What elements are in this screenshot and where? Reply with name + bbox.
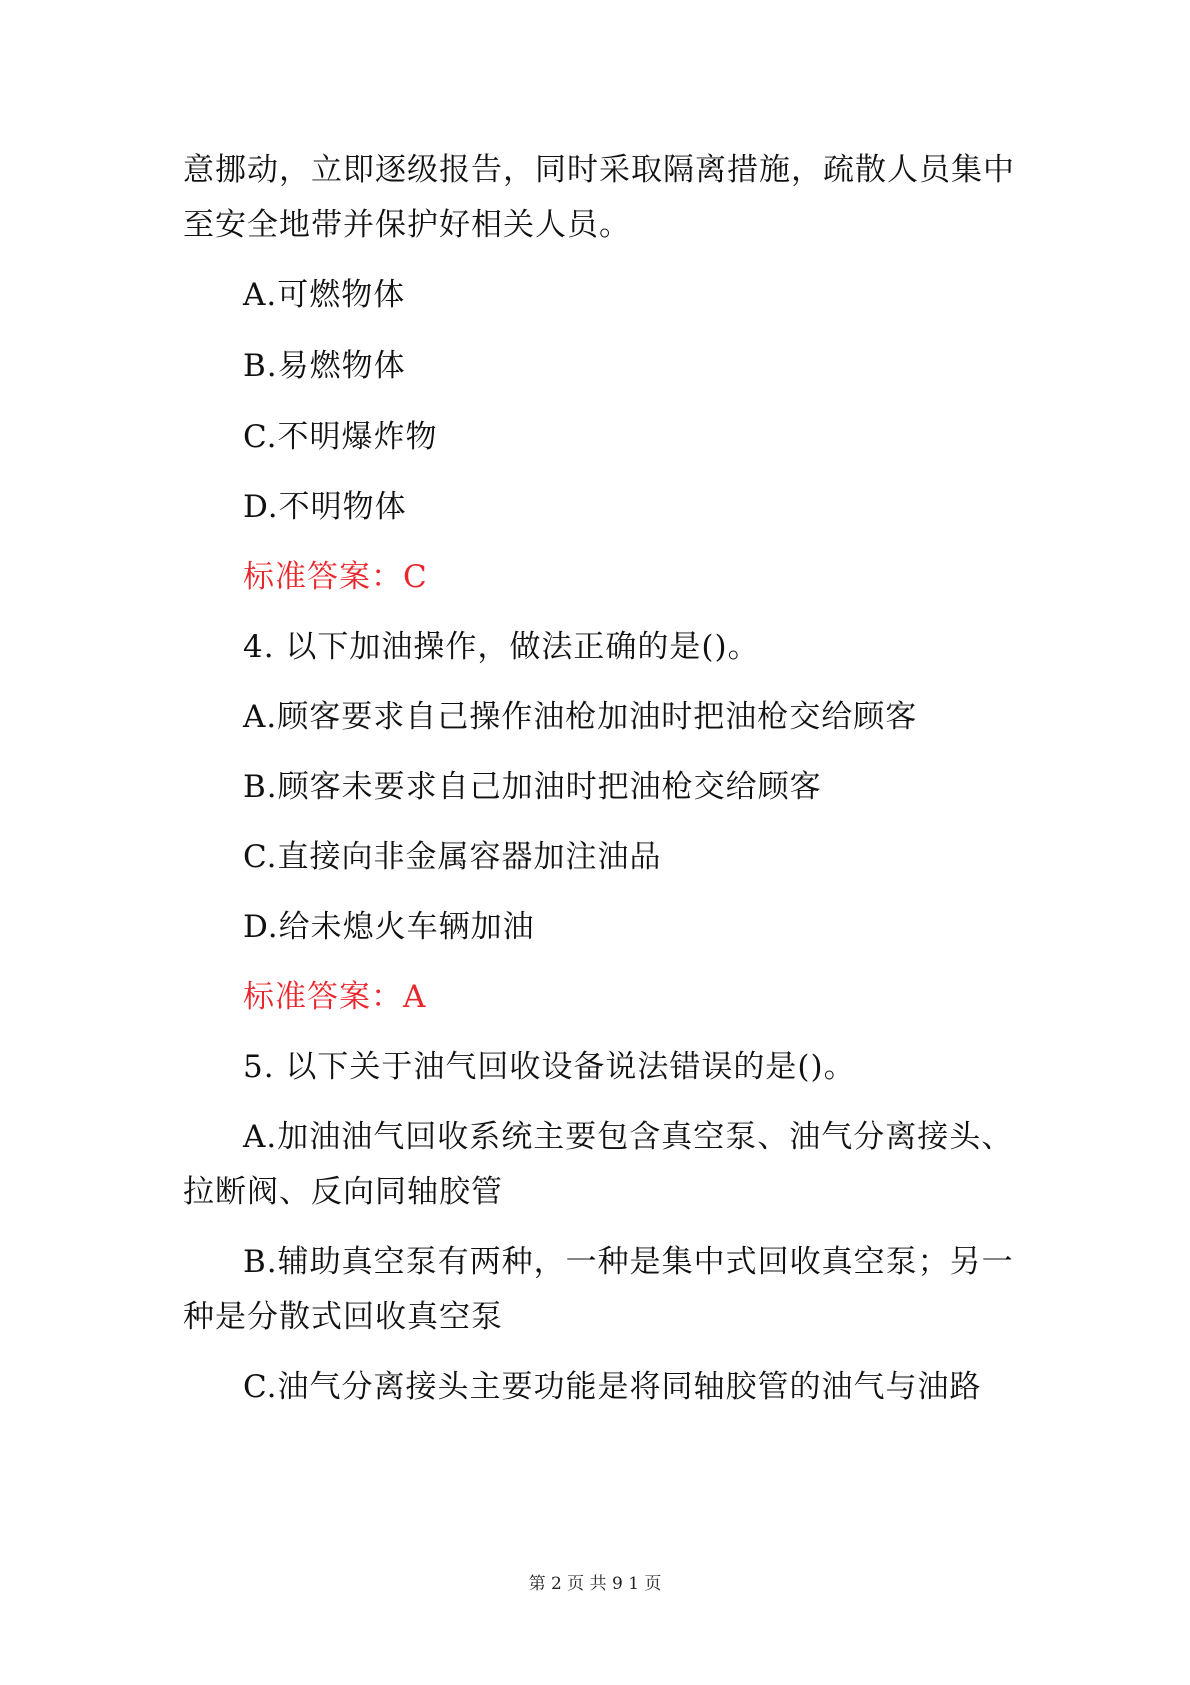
option-a: A.可燃物体 [243,277,406,313]
option-d: D.给未熄火车辆加油 [243,909,535,945]
option-a: A.顾客要求自己操作油枪加油时把油枪交给顾客 [243,699,918,735]
paragraph-line: 意挪动，立即逐级报告，同时采取隔离措施，疏散人员集中 [183,152,1015,188]
page-number-footer: 第 2 页 共 9 1 页 [528,1574,662,1594]
paragraph-line: 至安全地带并保护好相关人员。 [183,207,631,243]
option-b-continuation: 种是分散式回收真空泵 [183,1299,503,1335]
standard-answer: 标准答案：C [243,559,428,595]
question-text: 4. 以下加油操作，做法正确的是()。 [243,629,760,665]
option-b: B.辅助真空泵有两种，一种是集中式回收真空泵；另一 [243,1244,1014,1280]
option-a-continuation: 拉断阀、反向同轴胶管 [183,1174,503,1210]
question-text: 5. 以下关于油气回收设备说法错误的是()。 [243,1049,856,1085]
option-c: C.油气分离接头主要功能是将同轴胶管的油气与油路 [243,1369,982,1405]
option-c: C.直接向非金属容器加注油品 [243,839,662,875]
option-c: C.不明爆炸物 [243,419,438,455]
option-a: A.加油油气回收系统主要包含真空泵、油气分离接头、 [243,1119,1014,1155]
option-b: B.顾客未要求自己加油时把油枪交给顾客 [243,769,822,805]
option-b: B.易燃物体 [243,348,406,384]
standard-answer: 标准答案：A [243,979,427,1015]
option-d: D.不明物体 [243,489,407,525]
